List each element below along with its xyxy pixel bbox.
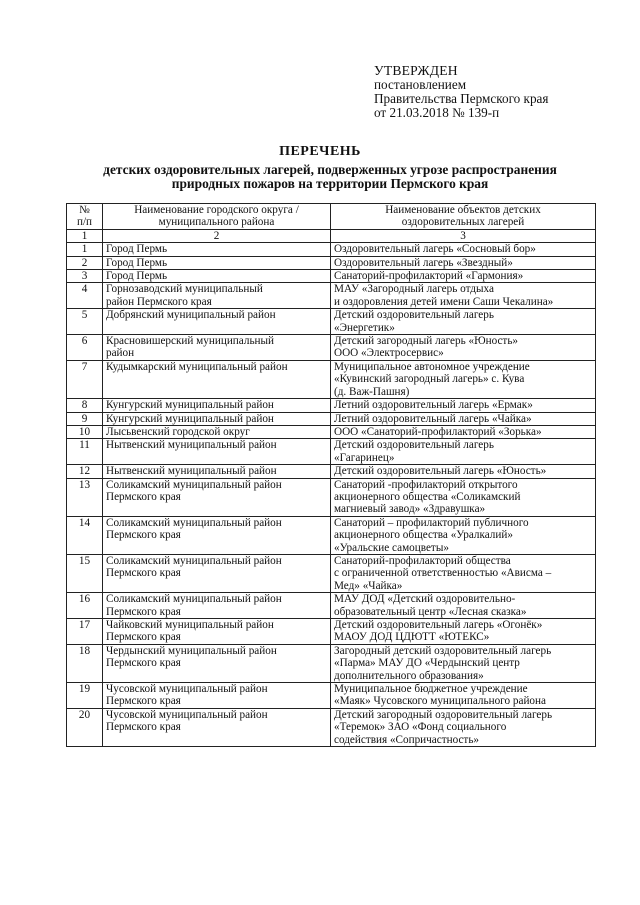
district-cell bbox=[103, 270, 331, 283]
camp-cell bbox=[331, 243, 596, 256]
district-line: Нытвенский муниципальный район bbox=[106, 439, 277, 452]
table-row bbox=[67, 335, 596, 361]
camp-line: акционерного общества «Соликамский bbox=[334, 490, 521, 503]
row-number: 11 bbox=[67, 439, 103, 465]
approval-heading: УТВЕРЖДЕН bbox=[374, 63, 458, 78]
district-cell bbox=[103, 644, 331, 682]
row-number: 8 bbox=[67, 399, 103, 412]
district-line: Чусовской муниципальный район bbox=[106, 683, 268, 696]
camp-line: Мед» «Чайка» bbox=[334, 579, 403, 592]
camp-line: «Кувинский загородный лагерь» с. Кува bbox=[334, 373, 525, 386]
camp-line: дополнительного образования» bbox=[334, 669, 484, 682]
row-number: 12 bbox=[67, 465, 103, 478]
district-cell bbox=[103, 478, 331, 516]
district-line: Чердынский муниципальный район bbox=[106, 644, 277, 657]
camp-cell bbox=[331, 683, 596, 709]
district-line: Соликамский муниципальный район bbox=[106, 516, 282, 529]
camp-cell bbox=[331, 619, 596, 645]
camp-cell bbox=[331, 412, 596, 425]
district-cell bbox=[103, 619, 331, 645]
district-line: Кунгурский муниципальный район bbox=[106, 412, 274, 425]
district-line: Город Пермь bbox=[106, 256, 168, 269]
district-line: Чайковский муниципальный район bbox=[106, 619, 274, 631]
camp-line: «Гагаринец» bbox=[334, 451, 395, 464]
camps-table bbox=[66, 203, 596, 747]
camp-line: (д. Важ-Пашня) bbox=[334, 385, 410, 398]
camp-line: Оздоровительный лагерь «Сосновый бор» bbox=[334, 243, 536, 256]
approval-stamp bbox=[374, 64, 548, 120]
district-line: Горнозаводский муниципальный bbox=[106, 283, 263, 296]
district-line: Соликамский муниципальный район bbox=[106, 478, 282, 491]
subtitle-line-2: природных пожаров на территории Пермского края bbox=[171, 176, 489, 191]
header-number-line-1: № bbox=[79, 204, 90, 216]
header-district bbox=[103, 204, 331, 230]
district-line: Пермского края bbox=[106, 490, 181, 503]
header-objects-line-1: Наименование объектов детских bbox=[385, 204, 541, 216]
district-line: Город Пермь bbox=[106, 270, 168, 283]
camp-line: «Маяк» Чусовского муниципального района bbox=[334, 695, 546, 708]
district-cell bbox=[103, 283, 331, 309]
camp-line: Детский оздоровительный лагерь bbox=[334, 309, 494, 322]
document-subtitle bbox=[60, 163, 600, 191]
camp-line: Летний оздоровительный лагерь «Ермак» bbox=[334, 399, 533, 412]
table-row bbox=[67, 465, 596, 478]
camp-line: ООО «Электросервис» bbox=[334, 347, 444, 360]
camp-line: «Уральские самоцветы» bbox=[334, 541, 449, 554]
camp-line: МАОУ ДОД ЦДЮТТ «ЮТЕКС» bbox=[334, 631, 490, 644]
header-number-line-2: п/п bbox=[76, 216, 93, 229]
camp-cell bbox=[331, 335, 596, 361]
row-number: 3 bbox=[67, 270, 103, 283]
district-cell bbox=[103, 360, 331, 398]
district-line: Лысьвенский городской округ bbox=[106, 425, 250, 438]
camp-cell bbox=[331, 516, 596, 554]
table-header-row bbox=[67, 204, 596, 230]
district-line: район bbox=[106, 347, 135, 360]
subtitle-line-1: детских оздоровительных лагерей, подверженных угрозе распространения bbox=[103, 162, 557, 177]
camp-cell bbox=[331, 256, 596, 269]
district-line: Пермского края bbox=[106, 721, 181, 734]
district-cell bbox=[103, 708, 331, 746]
camp-line: Муниципальное бюджетное учреждение bbox=[334, 683, 528, 696]
table-row bbox=[67, 708, 596, 746]
camp-line: Загородный детский оздоровительный лагерь bbox=[334, 644, 552, 657]
row-number: 15 bbox=[67, 554, 103, 592]
camp-line: Санаторий -профилакторий открытого bbox=[334, 478, 518, 491]
row-number: 10 bbox=[67, 425, 103, 438]
camp-line: «Теремок» ЗАО «Фонд социального bbox=[334, 721, 507, 734]
approval-line-government: Правительства Пермского края bbox=[374, 91, 549, 106]
camp-cell bbox=[331, 554, 596, 592]
row-number: 6 bbox=[67, 335, 103, 361]
camp-line: магниевый завод» «Здравушка» bbox=[334, 503, 486, 516]
district-line: район Пермского края bbox=[106, 295, 212, 308]
camp-line: с ограниченной ответственностью «Ависма – bbox=[334, 567, 552, 580]
document-title: ПЕРЕЧЕНЬ bbox=[279, 144, 361, 159]
district-cell bbox=[103, 256, 331, 269]
district-line: Соликамский муниципальный район bbox=[106, 554, 282, 567]
table-row bbox=[67, 243, 596, 256]
table-row bbox=[67, 619, 596, 645]
camp-line: Муниципальное автономное учреждение bbox=[334, 360, 530, 373]
district-cell bbox=[103, 412, 331, 425]
camp-line: содействия «Сопричастность» bbox=[334, 733, 480, 746]
row-number: 16 bbox=[67, 593, 103, 619]
approval-line-decree: постановлением bbox=[374, 77, 467, 92]
district-line: Пермского края bbox=[106, 631, 181, 644]
camp-cell bbox=[331, 360, 596, 398]
district-line: Кунгурский муниципальный район bbox=[106, 399, 274, 412]
district-line: Нытвенский муниципальный район bbox=[106, 465, 277, 478]
table-row bbox=[67, 683, 596, 709]
row-number: 1 bbox=[67, 243, 103, 256]
row-number: 9 bbox=[67, 412, 103, 425]
camp-line: акционерного общества «Уралкалий» bbox=[334, 529, 513, 542]
camp-cell bbox=[331, 270, 596, 283]
row-number: 4 bbox=[67, 283, 103, 309]
camp-line: «Энергетик» bbox=[334, 321, 395, 334]
row-number: 2 bbox=[67, 256, 103, 269]
camp-line: Детский загородный лагерь «Юность» bbox=[334, 335, 519, 348]
row-number: 13 bbox=[67, 478, 103, 516]
camp-cell bbox=[331, 644, 596, 682]
header-district-line-1: Наименование городского округа / bbox=[134, 204, 299, 216]
camp-line: Санаторий – профилакторий публичного bbox=[334, 516, 529, 529]
camp-line: Детский оздоровительный лагерь bbox=[334, 439, 494, 452]
camp-line: ООО «Санаторий-профилакторий «Зорька» bbox=[334, 425, 542, 438]
camp-cell bbox=[331, 708, 596, 746]
table-row bbox=[67, 309, 596, 335]
camp-line: Санаторий-профилакторий «Гармония» bbox=[334, 270, 524, 283]
district-cell bbox=[103, 593, 331, 619]
row-number: 17 bbox=[67, 619, 103, 645]
column-number-3: 3 bbox=[331, 229, 596, 242]
table-row bbox=[67, 516, 596, 554]
district-cell bbox=[103, 425, 331, 438]
district-line: Кудымкарский муниципальный район bbox=[106, 360, 288, 373]
district-cell bbox=[103, 399, 331, 412]
camp-line: МАУ ДОД «Детский оздоровительно- bbox=[334, 593, 516, 606]
table-row bbox=[67, 439, 596, 465]
camp-cell bbox=[331, 425, 596, 438]
header-district-line-2: муниципального района bbox=[158, 216, 275, 229]
district-cell bbox=[103, 554, 331, 592]
district-cell bbox=[103, 439, 331, 465]
district-cell bbox=[103, 335, 331, 361]
row-number: 19 bbox=[67, 683, 103, 709]
column-number-2: 2 bbox=[103, 229, 331, 242]
camp-cell bbox=[331, 283, 596, 309]
camp-cell bbox=[331, 309, 596, 335]
table-row bbox=[67, 593, 596, 619]
district-line: Красновишерский муниципальный bbox=[106, 335, 275, 348]
camp-line: Санаторий-профилакторий общества bbox=[334, 554, 511, 567]
table-row bbox=[67, 478, 596, 516]
column-number-row bbox=[67, 229, 596, 242]
camp-line: Детский загородный оздоровительный лагерь bbox=[334, 708, 553, 721]
camp-cell bbox=[331, 399, 596, 412]
district-line: Город Пермь bbox=[106, 243, 168, 256]
row-number: 14 bbox=[67, 516, 103, 554]
district-line: Добрянский муниципальный район bbox=[106, 309, 276, 322]
header-objects bbox=[331, 204, 596, 230]
row-number: 18 bbox=[67, 644, 103, 682]
camp-line: образовательный центр «Лесная сказка» bbox=[334, 605, 527, 618]
approval-line-date-number: от 21.03.2018 № 139-п bbox=[374, 105, 500, 120]
camp-cell bbox=[331, 439, 596, 465]
camp-cell bbox=[331, 478, 596, 516]
table-row bbox=[67, 554, 596, 592]
district-cell bbox=[103, 683, 331, 709]
district-line: Пермского края bbox=[106, 529, 181, 542]
camp-cell bbox=[331, 593, 596, 619]
table-row bbox=[67, 425, 596, 438]
camp-line: «Парма» МАУ ДО «Чердынский центр bbox=[334, 657, 520, 670]
district-cell bbox=[103, 516, 331, 554]
table-row bbox=[67, 256, 596, 269]
district-cell bbox=[103, 465, 331, 478]
district-cell bbox=[103, 243, 331, 256]
district-cell bbox=[103, 309, 331, 335]
camp-cell bbox=[331, 465, 596, 478]
table-row bbox=[67, 412, 596, 425]
district-line: Соликамский муниципальный район bbox=[106, 593, 282, 606]
column-number-1: 1 bbox=[67, 229, 103, 242]
district-line: Пермского края bbox=[106, 695, 181, 708]
table-row bbox=[67, 283, 596, 309]
camp-line: МАУ «Загородный лагерь отдыха bbox=[334, 283, 494, 296]
camp-line: Детский оздоровительный лагерь «Юность» bbox=[334, 465, 547, 478]
header-number bbox=[67, 204, 103, 230]
table-row bbox=[67, 360, 596, 398]
row-number: 5 bbox=[67, 309, 103, 335]
district-line: Чусовской муниципальный район bbox=[106, 708, 268, 721]
camp-line: Оздоровительный лагерь «Звездный» bbox=[334, 256, 513, 269]
table-row bbox=[67, 399, 596, 412]
row-number: 20 bbox=[67, 708, 103, 746]
camp-line: и оздоровления детей имени Саши Чекалина» bbox=[334, 295, 554, 308]
table-row bbox=[67, 644, 596, 682]
district-line: Пермского края bbox=[106, 605, 181, 618]
table-row bbox=[67, 270, 596, 283]
header-objects-line-2: оздоровительных лагерей bbox=[401, 216, 525, 229]
district-line: Пермского края bbox=[106, 567, 181, 580]
district-line: Пермского края bbox=[106, 657, 181, 670]
camp-line: Детский оздоровительный лагерь «Огонёк» bbox=[334, 619, 543, 631]
row-number: 7 bbox=[67, 360, 103, 398]
camp-line: Летний оздоровительный лагерь «Чайка» bbox=[334, 412, 532, 425]
